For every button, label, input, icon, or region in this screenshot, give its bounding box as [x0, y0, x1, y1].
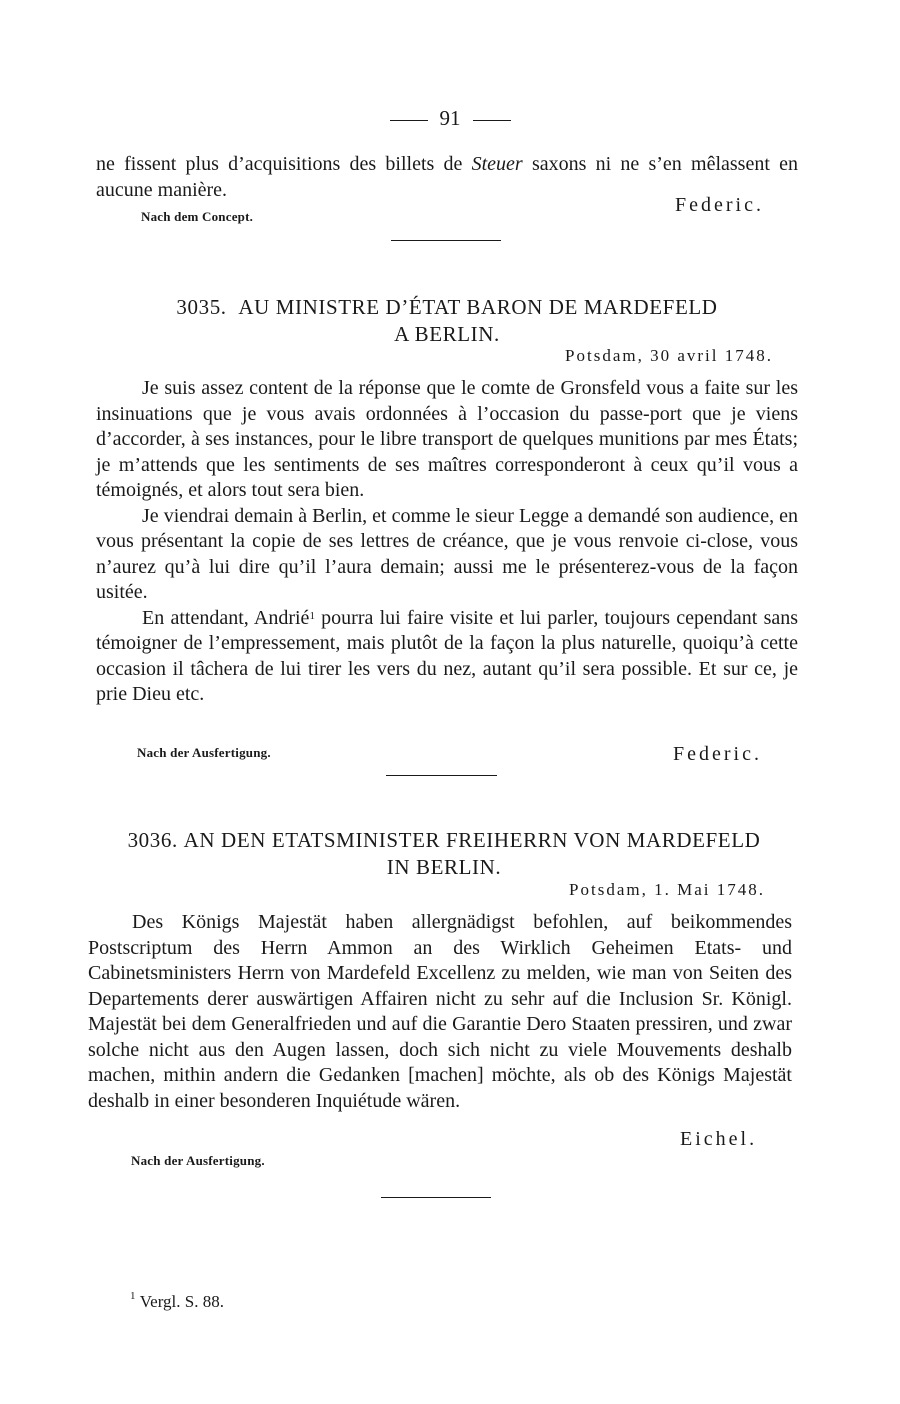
- letter-3036-body: [88, 910, 792, 1114]
- letter-3036-number: 3036.: [127, 828, 178, 852]
- continuation-text: ne fissent plus d’acquisitions des billets de: [96, 153, 472, 175]
- letter-3035-signature: Federic.: [673, 743, 762, 765]
- section-divider: [391, 240, 501, 241]
- section-divider: [381, 1197, 491, 1198]
- letter-3036-source-note: Nach der Ausfertigung.: [131, 1153, 265, 1168]
- letter-3035-text: En attendant, Andrié: [142, 606, 310, 629]
- letter-3035-source-note: Nach der Ausfertigung.: [137, 745, 271, 760]
- footnote-text: Vergl. S. 88.: [139, 1292, 224, 1311]
- footnote: [130, 1292, 224, 1312]
- page-number: [0, 106, 900, 131]
- letter-3036-paragraph: Des Königs Majestät haben allergnädigst befohlen, auf beikommendes Postscriptum des Herrn Ammon an des Wirklich Geheimen Etats- und Cabinetsministers Herrn von Mardefeld Excellenz zu melden, wie man von Seiten des Departements derer auswärtigen Affairen nicht zu sehr auf die Inclusion Sr. Königl. Majestät bei dem Generalfrieden und auf die Garantie Dero Staaten pressiren, und zwar solche nicht aus den Augen lassen, doch sich nicht zu viele Mouvements deshalb machen, mithin andern die Gedanken [machen] möchte, als ob des Königs Majestät deshalb in einer besonderen Inquiétude wären.: [88, 911, 792, 1112]
- letter-3035-number: 3035.: [176, 295, 227, 319]
- letter-3035-title: AU MINISTRE D’ÉTAT BARON DE MARDEFELD: [238, 295, 718, 319]
- continuation-source-note: Nach dem Concept.: [141, 209, 254, 224]
- letter-3036-title: AN DEN ETATSMINISTER FREIHERRN VON MARDEFELD: [183, 828, 761, 852]
- letter-3035-paragraph: Je viendrai demain à Berlin, et comme le sieur Legge a demandé son audience, en vous présentant la copie de ses lettres de créance, que je vous renvoie ci-close, vous n’aurez qu’à lui dire qu’il l’aura demain; aussi me le présenterez-vous de la façon usitée.: [96, 504, 798, 603]
- letter-3035-text-end: pourra lui faire visite et lui parler, toujours cependant sans témoigner de l’empressement, mais plutôt de la façon la plus naturelle, quoiqu’à cette occasion il tâchera de lui tirer les vers du nez, autant qu’il sera possible. Et sur ce, je prie Dieu etc.: [96, 606, 799, 705]
- continuation-signature: Federic.: [675, 194, 764, 216]
- letter-3035-heading: [96, 294, 798, 348]
- section-divider: [386, 775, 497, 776]
- page-number-dash-left: [390, 120, 428, 121]
- footnote-number: 1: [130, 1290, 136, 1302]
- page-number-dash-right: [473, 120, 511, 121]
- footnote-marker: 1: [309, 609, 315, 622]
- continuation-text-end: saxons ni ne s’en mêlassent en aucune manière.: [96, 153, 798, 201]
- letter-3036-place-date: Potsdam, 1. Mai 1748.: [569, 880, 765, 899]
- letter-3036-signature: Eichel.: [680, 1128, 758, 1150]
- continuation-italic: Steuer: [471, 153, 523, 175]
- letter-3036-heading: [88, 827, 800, 881]
- letter-3035-place-date: Potsdam, 30 avril 1748.: [565, 346, 773, 365]
- letter-3035-body: [96, 376, 798, 708]
- letter-3036-title-line2: IN BERLIN.: [386, 855, 502, 879]
- letter-3035-title-line2: A BERLIN.: [394, 322, 500, 346]
- letter-3035-paragraph: Je suis assez content de la réponse que le comte de Gronsfeld vous a faite sur les insinuations que je vous avais ordonnées à l’occasion du passe-port que je viens d’accorder, à ses instances, pour le libre transport de quelques munitions par mes États; je m’attends que les sentiments de ses maîtres corresponderont à ceux qu’il vous a témoignés, et alors tout sera bien.: [96, 377, 798, 501]
- page-number-value: 91: [439, 106, 461, 130]
- letter-3035-paragraph: [96, 606, 798, 708]
